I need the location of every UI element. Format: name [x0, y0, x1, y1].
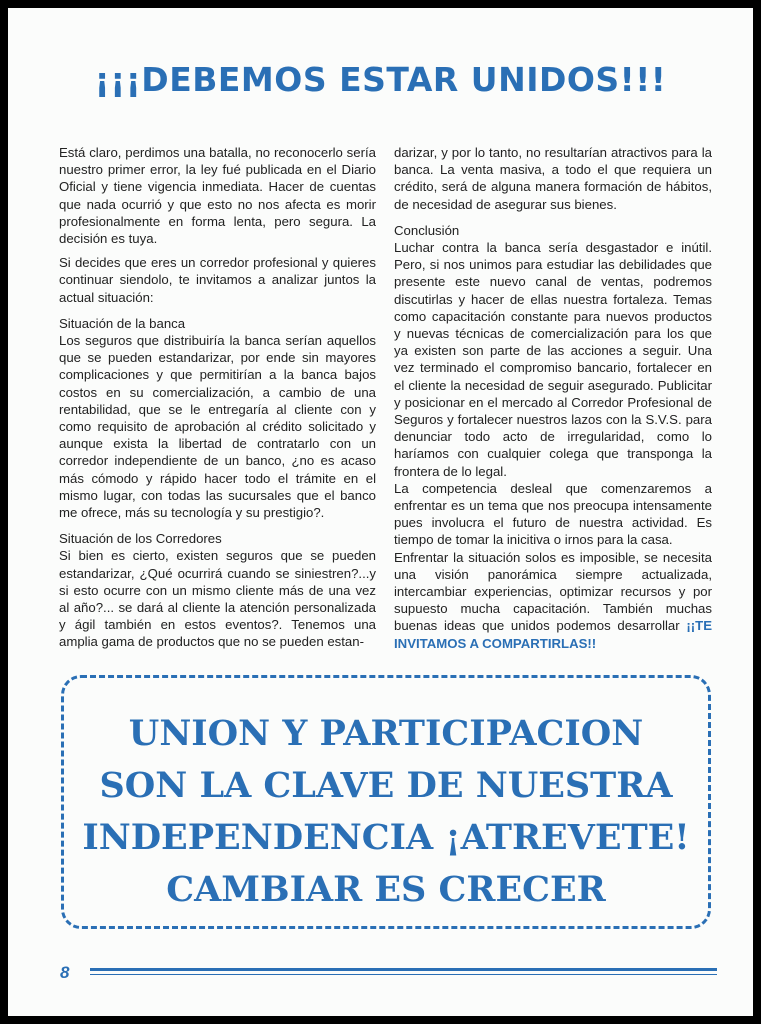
callout-text — [64, 708, 708, 916]
section-heading-conclusion: Conclusión — [394, 222, 460, 238]
competition-paragraph: La competencia desleal que comenzaremos a enfrentar es un tema que nos preocupa intensamente pues involucra el futuro de nuestra actividad. Es tiempo de tomar la inicitiva o irnos para la casa. — [394, 480, 712, 548]
invitation-paragraph: Si decides que eres un corredor profesional y quieres continuar siendolo, te invitamos a analizar juntos la actual situación: — [59, 255, 376, 305]
intro-paragraph: Está claro, perdimos una batalla, no reconocerlo sería nuestro primer error, la ley fué publicada en el Diario Oficial y tiene vigencia inmediata. Hacer de cuentas que nada ocurrió y que esto no nos afecta es morir profesionalmente en forma lenta, pero segura. La decisión es tuya. — [59, 145, 376, 247]
left-column — [59, 144, 376, 651]
conclusion-paragraph: Luchar contra la banca sería desgastador e inútil. Pero, si nos unimos para estudiar las debilidades que presente este nuevo canal de ventas, podremos discutirlas y hacer de ellas nuestra fortaleza. Temas como capacitación constante para nuevos productos y nuevas técnicas de comercialización para los que ya existen son parte de las acciones a seguir. Una vez terminado el compromiso bancario, fortalecer en el cliente la necesidad de seguir asegurado. Publicitar y posicionar en el mercado al Corredor Profesional de Seguros y fortalecer nuestros lazos con la S.V.S. para denunciar todo acto de irregularidad, como lo haríamos con cualquier colega que transponga la frontera de lo legal. — [394, 240, 712, 479]
section-heading-banca: Situación de la banca — [59, 315, 186, 331]
corredores-paragraph: Si bien es cierto, existen seguros que se pueden estandarizar, ¿Qué ocurrirá cuando se siniestren?...y si esto ocurre con un mismo cliente más de una vez al año?... se dará al cliente la atención personalizada y ágil también en estos eventos?. Tenemos una amplia gama de productos que no se pueden estan- — [59, 548, 376, 650]
invite-slogan: ¡¡TE INVITAMOS A COMPARTIRLAS!! — [394, 618, 712, 651]
callout-line-4: CAMBIAR ES CRECER — [166, 869, 606, 910]
callout-box — [61, 675, 711, 929]
callout-line-1: UNION Y PARTICIPACION — [128, 713, 644, 754]
footer-rule — [90, 968, 717, 971]
closing-text: Enfrentar la situación solos es imposible, se necesita una visión panorámica siempre actualizada, intercambiar experiencias, optimizar recursos y por supuesto mucha capacitación. También muchas buenas ideas que unidos podemos desarrollar — [394, 549, 712, 634]
banca-paragraph: Los seguros que distribuiría la banca serían aquellos que se pueden estandarizar, por ende sin mayores complicaciones y que permitirían a la banca bajos costos en su comercialización, a cambio de una rentabilidad, que se le entregaría al cliente con y como requisito de aprobación al crédito solicitado y aunque exista la libertad de contratarlo con un corredor independiente de un banco, ¿no es acaso más cómodo y rápido hacer todo el trámite en el mismo lugar, con todas las sucursales que el banco me ofrece, más su tecnología y su prestigio?. — [59, 333, 376, 521]
page-number: 8 — [60, 963, 70, 982]
section-heading-corredores: Situación de los Corredores — [59, 531, 222, 547]
callout-line-3: INDEPENDENCIA ¡ATREVETE! — [82, 817, 690, 858]
page — [8, 8, 753, 1016]
right-column — [394, 144, 712, 652]
closing-paragraph — [394, 549, 712, 652]
callout-line-2: SON LA CLAVE DE NUESTRA — [99, 765, 673, 806]
headline: ¡¡¡DEBEMOS ESTAR UNIDOS!!! — [94, 60, 667, 99]
continuation-paragraph: darizar, y por lo tanto, no resultarían atractivos para la banca. La venta masiva, a todo el que requiera un crédito, será de alguna manera formación de hábitos, de necesidad de asegurar sus bienes. — [394, 145, 712, 212]
footer-rule-thin — [90, 974, 717, 975]
